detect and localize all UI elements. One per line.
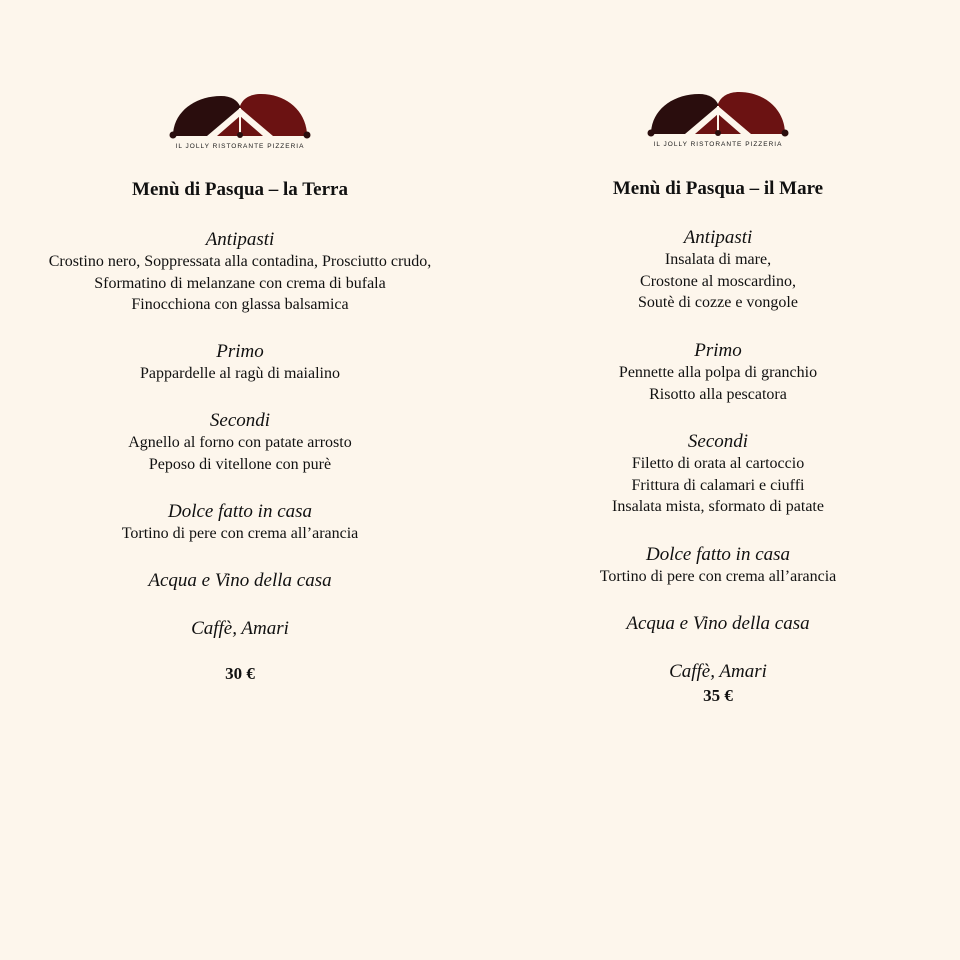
menu-item: Soutè di cozze e vongole: [638, 294, 798, 311]
section-heading: Caffè, Amari: [191, 618, 289, 639]
menu-title: Menù di Pasqua – la Terra: [132, 179, 348, 200]
jester-hat-logo-icon: [645, 88, 791, 140]
section-acqua: [0, 569, 480, 592]
section-dolce: [0, 500, 480, 545]
section-caffe: [0, 617, 480, 640]
menu-price: 35 €: [703, 686, 733, 705]
menu-item: Pennette alla polpa di granchio: [618, 364, 818, 381]
section-heading: Primo: [694, 340, 742, 361]
section-antipasti: [0, 228, 480, 316]
jester-hat-logo-icon: [167, 90, 313, 142]
section-heading: Antipasti: [205, 229, 275, 250]
menu-item: Insalata mista, sformato di patate: [612, 498, 824, 515]
restaurant-logo: [478, 88, 958, 148]
brand-name: IL JOLLY RISTORANTE PIZZERIA: [653, 141, 783, 148]
menu-item: Crostone al moscardino,: [640, 272, 796, 290]
section-primo: [0, 340, 480, 385]
section-heading: Acqua e Vino della casa: [626, 613, 810, 634]
brand-name: IL JOLLY RISTORANTE PIZZERIA: [175, 143, 305, 150]
section-heading: Antipasti: [683, 227, 753, 248]
section-heading: Primo: [216, 341, 264, 362]
menu-item: Finocchiona con glassa balsamica: [131, 296, 349, 313]
menu-title: Menù di Pasqua – il Mare: [612, 178, 824, 199]
menu-item: Risotto alla pescatora: [649, 385, 787, 403]
section-secondi: [0, 409, 480, 475]
section-heading: Secondi: [209, 410, 271, 431]
section-primo: [478, 339, 958, 405]
menu-item: Crostino nero, Soppressata alla contadina, Prosciutto crudo,: [48, 253, 432, 270]
section-heading: Acqua e Vino della casa: [148, 570, 332, 591]
section-heading: Secondi: [687, 431, 749, 452]
section-acqua: [478, 612, 958, 635]
section-dolce: [478, 543, 958, 588]
section-secondi: [478, 430, 958, 518]
menu-price: 30 €: [225, 664, 255, 683]
menu-item: Pappardelle al ragù di maialino: [140, 365, 340, 382]
menu-item: Agnello al forno con patate arrosto: [128, 434, 352, 451]
section-heading: Caffè, Amari: [669, 661, 767, 682]
section-heading: Dolce fatto in casa: [167, 501, 313, 522]
menu-item: Frittura di calamari e ciuffi: [631, 476, 805, 494]
menu-item: Insalata di mare,: [664, 251, 772, 268]
menu-item: Tortino di pere con crema all’arancia: [599, 568, 837, 585]
section-heading: Dolce fatto in casa: [645, 544, 791, 565]
menu-item: Sformatino di melanzane con crema di bufala: [94, 274, 386, 292]
section-caffe: [478, 660, 958, 683]
menu-item: Tortino di pere con crema all’arancia: [121, 525, 359, 542]
menu-item: Peposo di vitellone con purè: [148, 455, 332, 473]
section-antipasti: [478, 226, 958, 314]
menu-item: Filetto di orata al cartoccio: [631, 455, 805, 472]
restaurant-logo: [0, 90, 480, 150]
menu-mare: [478, 0, 958, 960]
